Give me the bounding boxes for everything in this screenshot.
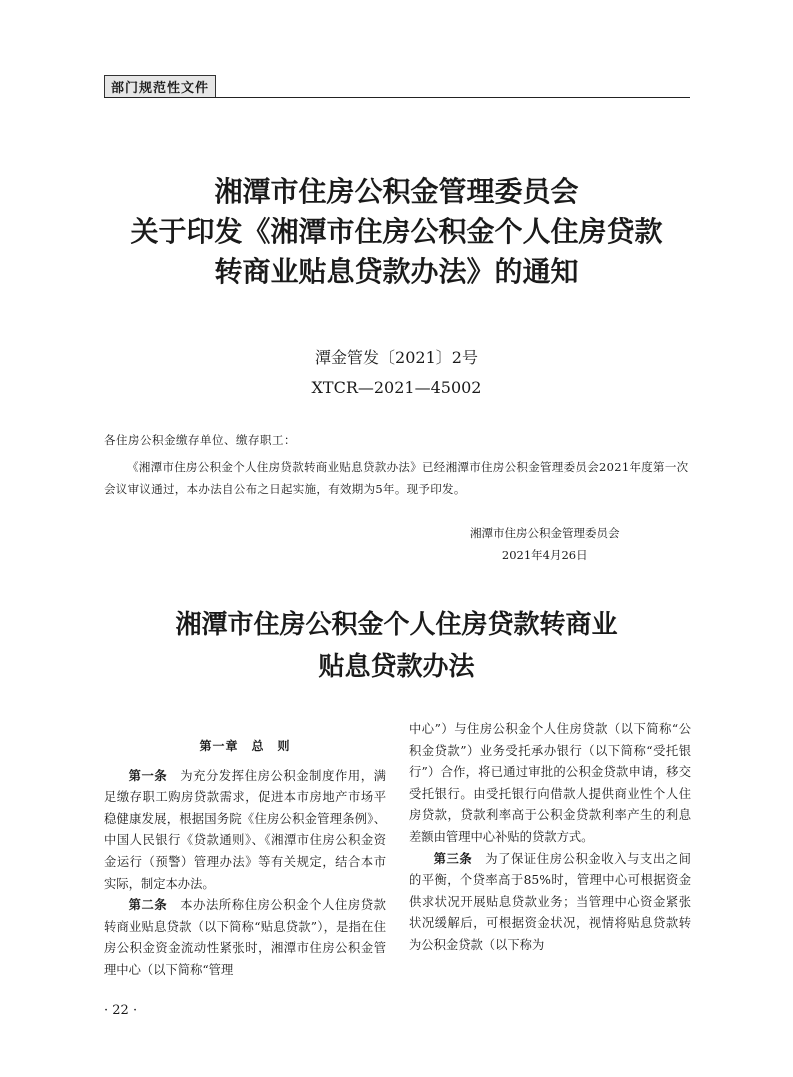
notice-title-line-1: 湘潭市住房公积金管理委员会	[214, 175, 579, 208]
document-numbers	[0, 343, 793, 403]
notice-title	[60, 172, 733, 292]
left-column	[104, 720, 386, 982]
section-tag: 部门规范性文件	[104, 75, 216, 98]
addressee: 各住房公积金缴存单位、缴存职工：	[104, 433, 296, 447]
right-column	[409, 719, 691, 957]
article-3	[409, 849, 691, 957]
signer: 湘潭市住房公积金管理委员会	[470, 526, 620, 540]
article-1-label: 第一条	[128, 768, 168, 783]
article-1	[104, 766, 386, 896]
measure-title-line-1: 湘潭市住房公积金个人住房贷款转商业	[175, 610, 618, 640]
chapter-heading: 第一章 总 则	[199, 739, 291, 753]
signature-block	[470, 522, 620, 566]
issue-number: 潭金管发〔2021〕2号	[315, 348, 478, 367]
measure-title	[60, 604, 733, 688]
article-3-text: 为了保证住房公积金收入与支出之间的平衡，个贷率高于85%时，管理中心可根据资金供求状况开展贴息贷款业务；当管理中心资金紧张状况缓解后，可根据资金状况，视情将贴息贷款转为公积金贷款（以下称为	[409, 851, 691, 952]
sign-date: 2021年4月26日	[501, 548, 588, 562]
article-1-text: 为充分发挥住房公积金制度作用，满足缴存职工购房贷款需求，促进本市房地产市场平稳健康发展，根据国务院《住房公积金管理条例》、中国人民银行《贷款通则》、《湘潭市住房公积金资金运行（预警）管理办法》等有关规定，结合本市实际，制定本办法。	[104, 768, 386, 891]
notice-title-line-3: 转商业贴息贷款办法》的通知	[214, 255, 579, 288]
page-number: · 22 ·	[104, 1003, 138, 1018]
article-2-text: 本办法所称住房公积金个人住房贷款转商业贴息贷款（以下简称“贴息贷款”），是指在住房公积金资金流动性紧张时，湘潭市住房公积金管理中心（以下简称“管理	[104, 898, 386, 977]
article-2	[104, 895, 386, 981]
header-divider	[104, 97, 690, 98]
article-3-label: 第三条	[433, 851, 473, 866]
article-2-continued: 中心”）与住房公积金个人住房贷款（以下简称“公积金贷款”）业务受托承办银行（以下简称“受托银行”）合作，将已通过审批的公积金贷款申请，移交受托银行。由受托银行向借款人提供商业性个人住房贷款，贷款利率高于公积金贷款利率产生的利息差额由管理中心补贴的贷款方式。	[409, 722, 691, 844]
measure-title-line-2: 贴息贷款办法	[318, 652, 475, 682]
registration-number: XTCR—2021—45002	[311, 378, 482, 397]
notice-body: 《湘潭市住房公积金个人住房贷款转商业贴息贷款办法》已经湘潭市住房公积金管理委员会2021年度第一次会议审议通过，本办法自公布之日起实施，有效期为5年。现予印发。	[104, 460, 689, 496]
notice-title-line-2: 关于印发《湘潭市住房公积金个人住房贷款	[130, 215, 663, 248]
article-2-label: 第二条	[128, 898, 168, 913]
